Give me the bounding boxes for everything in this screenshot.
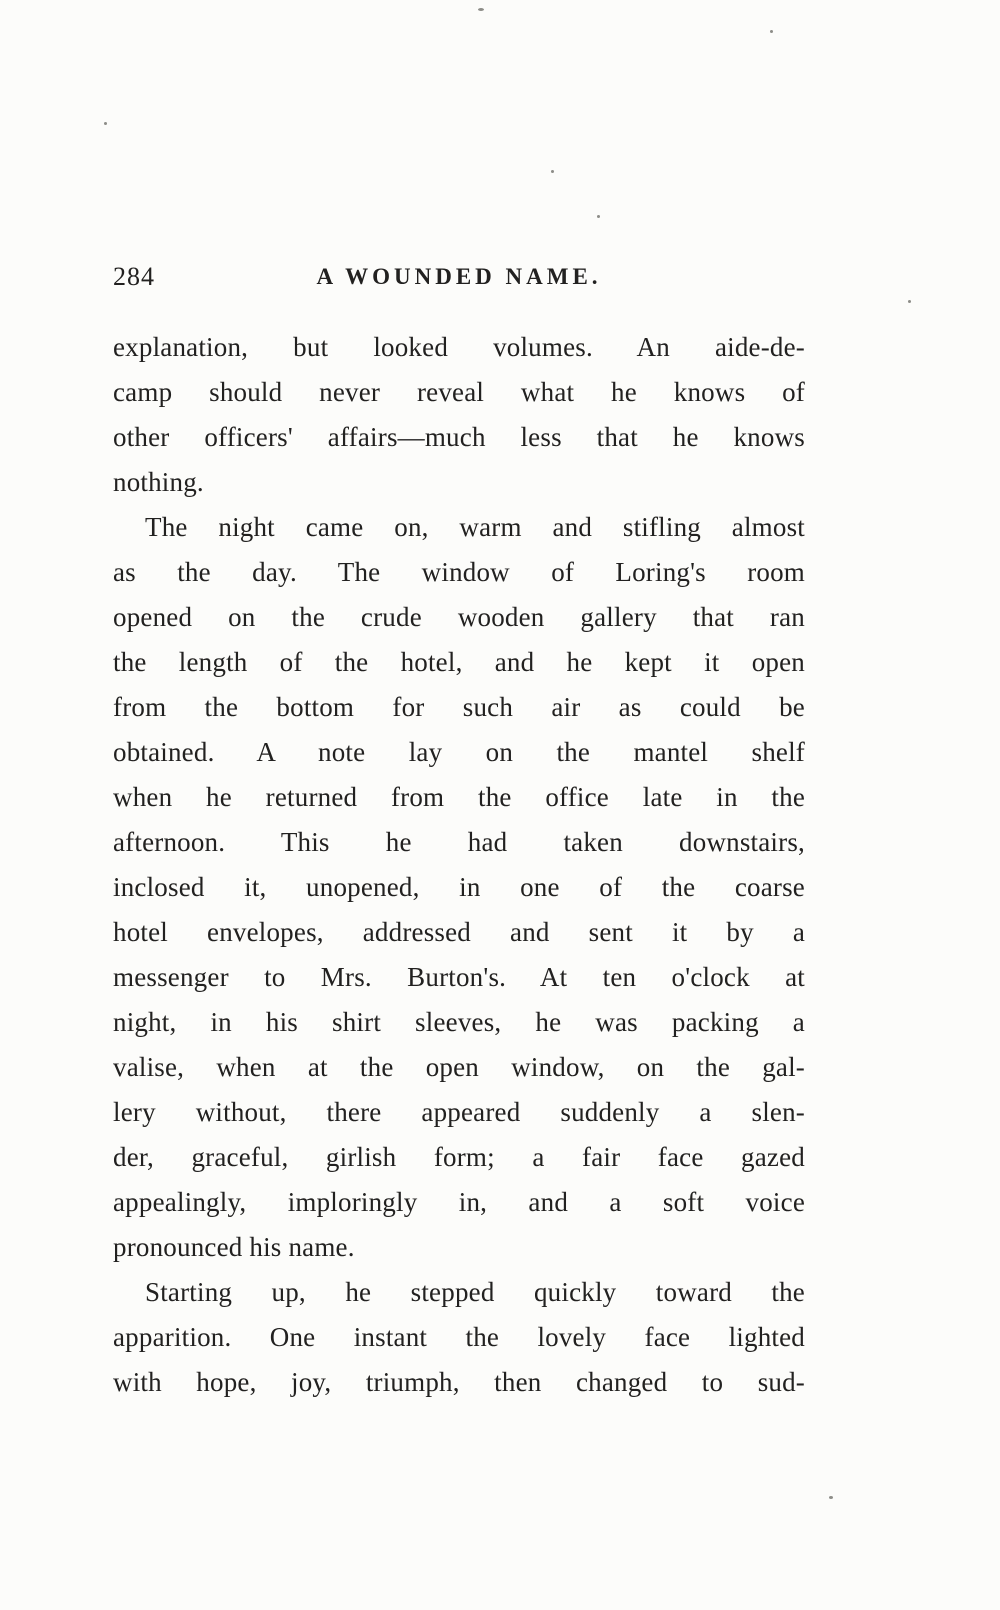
text-line: Starting up, he stepped quickly toward the (145, 1277, 805, 1307)
text-line: explanation, but looked volumes. An aide-de- (113, 332, 805, 362)
text-line: lery without, there appeared suddenly a slen- (113, 1097, 805, 1127)
paragraph (113, 325, 805, 505)
text-line: inclosed it, unopened, in one of the coarse (113, 872, 805, 902)
paragraph (113, 1270, 805, 1405)
text-line: The night came on, warm and stifling almost (145, 512, 805, 542)
paragraph (113, 505, 805, 1270)
page-number: 284 (113, 262, 155, 291)
text-line: opened on the crude wooden gallery that ran (113, 602, 805, 632)
running-title: A WOUNDED NAME. (316, 264, 602, 289)
text-line: as the day. The window of Loring's room (113, 557, 805, 587)
scan-speckle (104, 122, 107, 125)
text-line: obtained. A note lay on the mantel shelf (113, 737, 805, 767)
text-line: valise, when at the open window, on the gal- (113, 1052, 805, 1082)
scan-speckle (597, 215, 600, 218)
scan-speckle (829, 1496, 833, 1499)
text-line: with hope, joy, triumph, then changed to sud- (113, 1367, 805, 1397)
text-line: other officers' affairs—much less that he knows (113, 422, 805, 452)
scan-speckle (478, 8, 484, 11)
body-text (113, 325, 805, 1405)
text-line: night, in his shirt sleeves, he was packing a (113, 1007, 805, 1037)
text-line: apparition. One instant the lovely face lighted (113, 1322, 805, 1352)
scan-speckle (908, 300, 911, 303)
text-line: hotel envelopes, addressed and sent it by a (113, 917, 805, 947)
text-line: camp should never reveal what he knows of (113, 377, 805, 407)
scan-speckle (551, 170, 554, 173)
text-line: when he returned from the office late in the (113, 782, 805, 812)
text-line: the length of the hotel, and he kept it open (113, 647, 805, 677)
scan-speckle (770, 30, 773, 33)
text-line: from the bottom for such air as could be (113, 692, 805, 722)
text-line: pronounced his name. (113, 1232, 355, 1262)
text-line: appealingly, imploringly in, and a soft voice (113, 1187, 805, 1217)
text-line: afternoon. This he had taken downstairs, (113, 827, 805, 857)
text-line: der, graceful, girlish form; a fair face gazed (113, 1142, 805, 1172)
page-header (113, 262, 805, 298)
text-line: messenger to Mrs. Burton's. At ten o'clock at (113, 962, 805, 992)
text-line: nothing. (113, 467, 204, 497)
